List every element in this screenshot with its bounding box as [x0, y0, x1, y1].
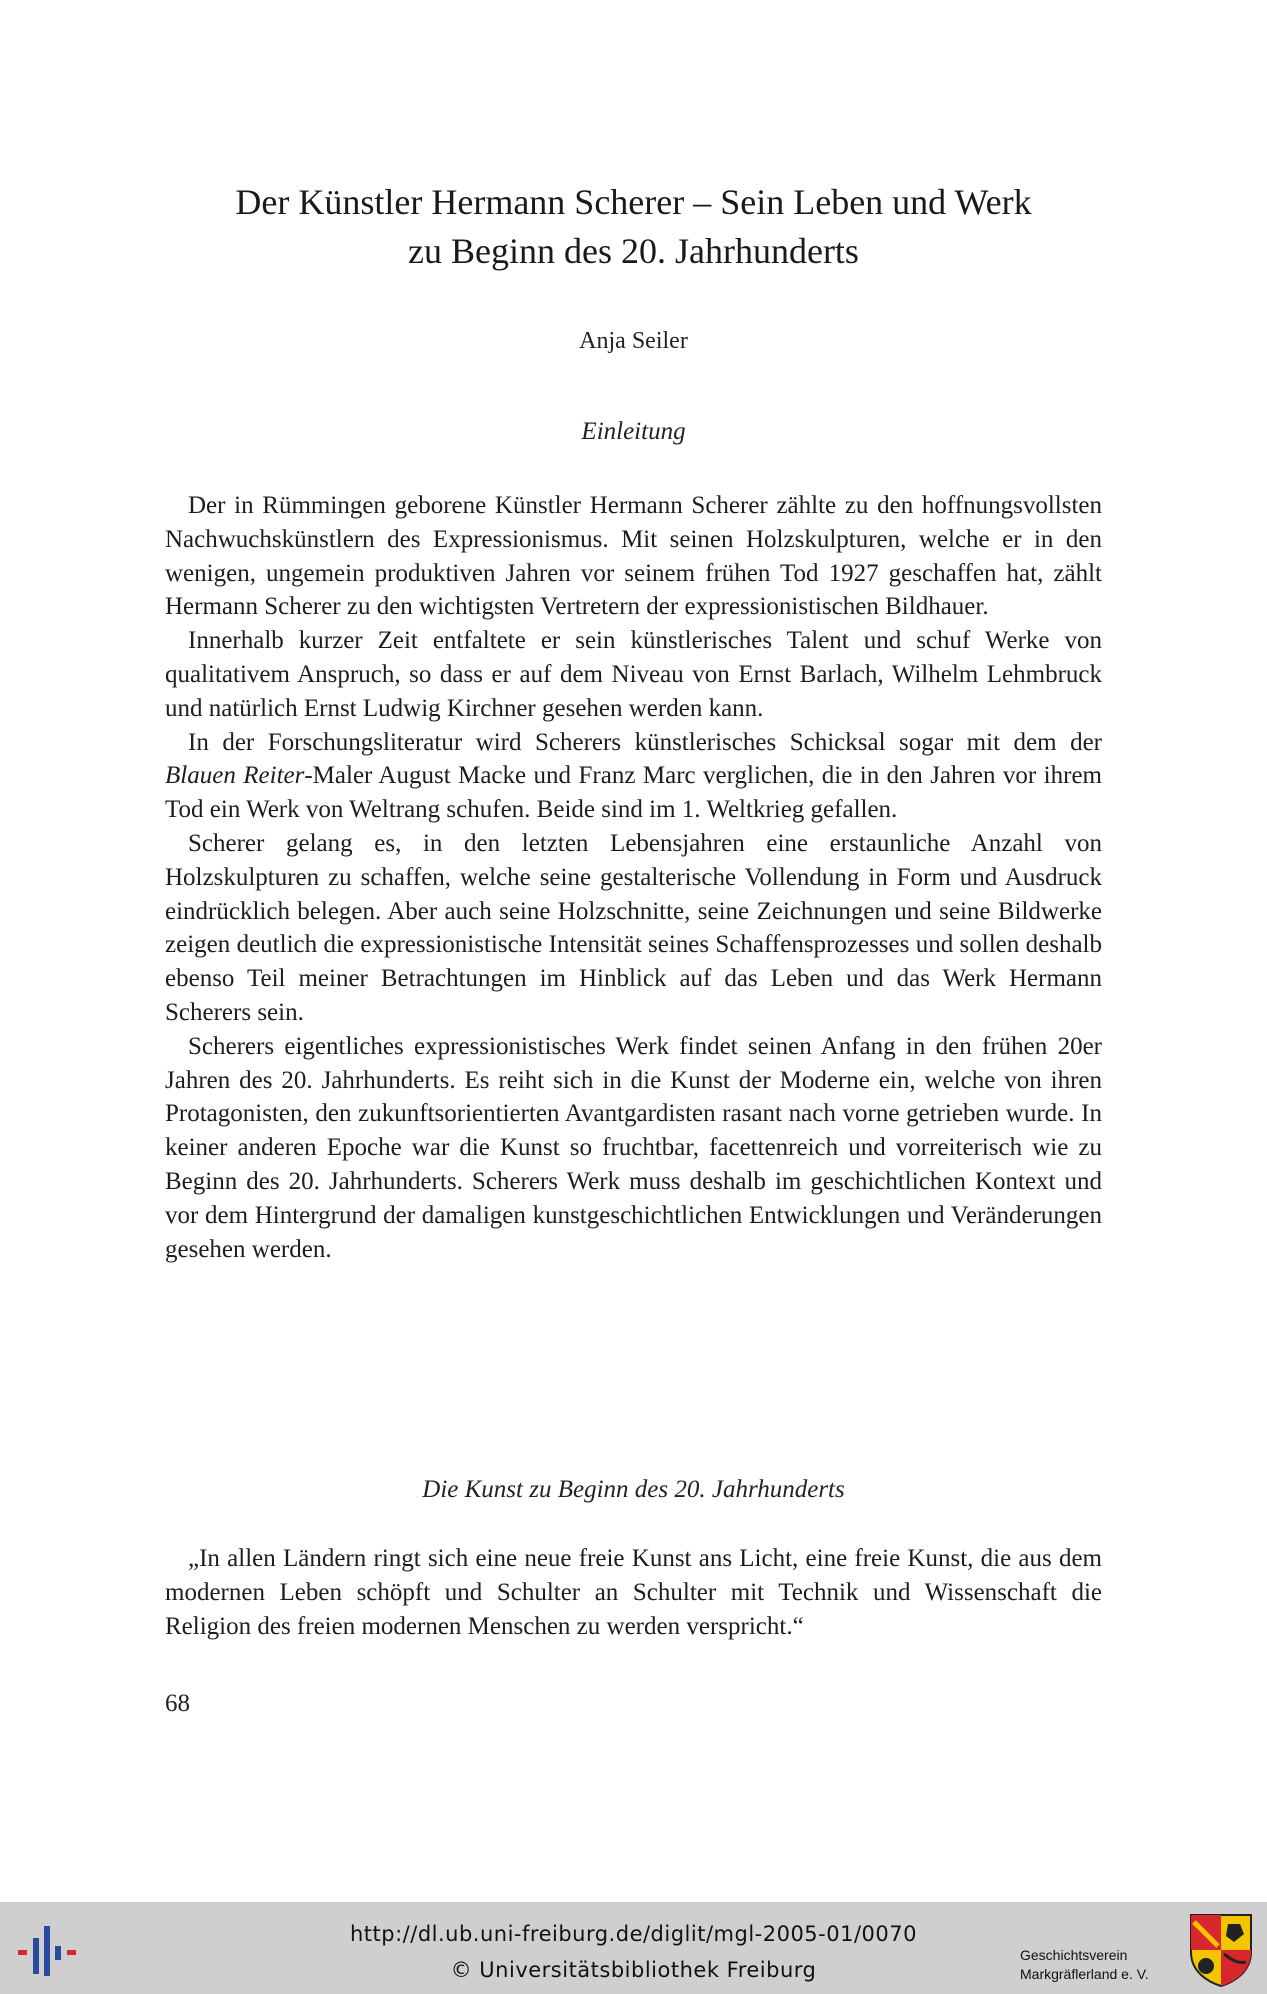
coat-of-arms-icon [1188, 1912, 1254, 1988]
paragraph-3-italic: Blauen Reiter [165, 762, 305, 790]
article-title [120, 178, 1147, 276]
footer-url-link[interactable]: http://dl.ub.uni-freiburg.de/diglit/mgl-2005-01/0070 [349, 1922, 917, 1946]
author-name: Anja Seiler [579, 328, 688, 354]
paragraph-2: Innerhalb kurzer Zeit entfaltete er sein künstlerisches Talent und schuf Werke von qualitativem Anspruch, so dass er auf dem Niveau von Ernst Barlach, Wilhelm Lehmbruck und natürlich Ernst Ludwig Kirchner gesehen werden kann. [165, 627, 1102, 722]
paragraph-3-part-2: -Maler August Macke und Franz Marc verglichen, die in den Jahren vor ihrem Tod ein Werk von Weltrang schufen. Beide sind im 1. Weltkrieg gefallen. [165, 762, 1102, 824]
title-line-1: Der Künstler Hermann Scherer – Sein Leben und Werk [235, 182, 1032, 222]
paragraph-3-part-1: In der Forschungsliteratur wird Scherers künstlerisches Schicksal sogar mit dem der [188, 728, 1102, 756]
body-text [165, 489, 1102, 1266]
quote-paragraph: „In allen Ländern ringt sich eine neue freie Kunst ans Licht, eine freie Kunst, die aus dem modernen Leben schöpft und Schulter an Schulter mit Technik und Wissenschaft die Religion des freien modernen Menschen zu werden verspricht.“ [165, 1545, 1102, 1640]
footer-copyright: © Universitätsbibliothek Freiburg [450, 1958, 817, 1982]
section-heading-einleitung: Einleitung [581, 418, 686, 445]
paragraph-5: Scherers eigentliches expressionistisches Werk findet seinen Anfang in den frühen 20er Jahren des 20. Jahrhunderts. Es reiht sich in die Kunst der Moderne ein, welche von ihren Protagonisten, den zukunftsorientierten Avantgardisten rasant nach vorne getrieben wurde. In keiner anderen Epoche war die Kunst so fruchtbar, facettenreich und vorreiterisch wie zu Beginn des 20. Jahrhunderts. Scherers Werk muss deshalb im geschichtlichen Kontext und vor dem Hintergrund der damaligen kunstgeschichtlichen Entwicklungen und Veränderungen gesehen werden. [165, 1032, 1102, 1263]
title-line-2: zu Beginn des 20. Jahrhunderts [408, 231, 859, 271]
page-number: 68 [165, 1690, 190, 1717]
section-heading-kunst: Die Kunst zu Beginn des 20. Jahrhunderts [422, 1476, 845, 1503]
footer-bar [0, 1902, 1267, 1994]
footer-organization [1020, 1946, 1180, 1984]
paragraph-1: Der in Rümmingen geborene Künstler Hermann Scherer zählte zu den hoffnungsvollsten Nachwuchskünstlern des Expressionismus. Mit seinen Holzskulpturen, welche er in den wenigen, ungemein produktiven Jahren vor seinem frühen Tod 1927 geschaffen hat, zählt Hermann Scherer zu den wichtigsten Vertretern der expressionistischen Bildhauer. [165, 492, 1102, 621]
org-line-1: Geschichtsverein [1020, 1947, 1128, 1963]
paragraph-3 [165, 726, 1102, 827]
paragraph-4: Scherer gelang es, in den letzten Lebensjahren eine erstaunliche Anzahl von Holzskulpturen zu schaffen, welche seine gestalterische Vollendung in Form und Ausdruck eindrücklich belegen. Aber auch seine Holzschnitte, seine Zeichnungen und seine Bildwerke zeigen deutlich die expressionistische Intensität seines Schaffensprozesses und sollen deshalb ebenso Teil meiner Betrachtungen im Hinblick auf das Leben und das Werk Hermann Scherers sein. [165, 829, 1102, 1026]
org-line-2: Markgräflerland e. V. [1020, 1966, 1149, 1982]
